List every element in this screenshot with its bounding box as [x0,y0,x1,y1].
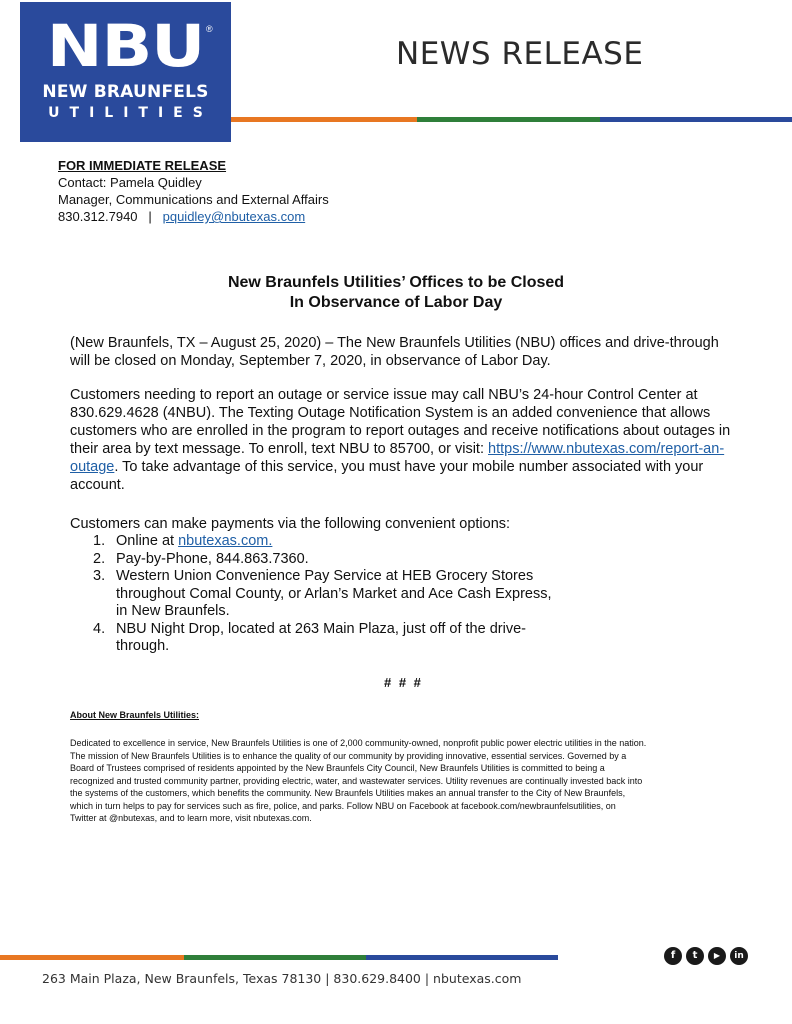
header-bar-orange [231,117,417,122]
paragraph-closure: (New Braunfels, TX – August 25, 2020) – The New Braunfels Utilities (NBU) offices and drive-through will be closed on Monday, September 7, 2020, in observance of Labor Day. [70,335,719,369]
list-item-text: Western Union Convenience Pay Service at HEB Grocery Stores [116,568,534,584]
list-number: 3. [93,568,106,584]
about-line: Board of Trustees comprised of residents appointed by the New Braunfels City Council, New Braunfels Utilities is committed to being a [70,763,605,773]
logo-line-2: UTILITIES [48,105,213,121]
headline-line-1: New Braunfels Utilities’ Offices to be Closed [227,274,565,291]
headline [0,273,792,313]
release-label: FOR IMMEDIATE RELEASE [58,158,227,173]
list-item-text: throughout Comal County, or Arlan’s Market and Ace Cash Express, [116,585,552,602]
contact-block [58,157,329,225]
about-line: Dedicated to excellence in service, New Braunfels Utilities is one of 2,000 community-owned, nonprofit public power electric utilities in the nation. [70,738,647,748]
paragraph-payments: Customers can make payments via the following convenient options: [70,516,511,532]
separator: | [148,209,152,224]
footer-address: 263 Main Plaza, New Braunfels, Texas 78130 | 830.629.8400 | nbutexas.com [42,971,522,986]
contact-email-link[interactable]: pquidley@nbutexas.com [162,209,306,224]
twitter-icon[interactable]: t [686,947,704,965]
linkedin-icon[interactable]: in [730,947,748,965]
list-item-text: Pay-by-Phone, 844.863.7360. [116,550,309,567]
contact-phone: 830.312.7940 [58,209,138,224]
logo-mark: NBU [46,12,205,80]
list-item [93,533,552,551]
report-outage-link[interactable]: https://www.nbutexas.com/report-an-outage [70,441,725,475]
header-bar-blue [600,117,792,122]
list-number: 2. [93,550,106,567]
end-marks: # # # [384,675,423,690]
footer-bar-green [184,955,366,960]
about-paragraph [70,737,742,825]
about-line: recognized and trusted community partner, providing electric, water, and wastewater services. Utility revenues are continually invested back into [70,775,643,786]
footer-bar-blue [366,955,558,960]
page-title: NEWS RELEASE [396,36,644,72]
logo-line-1: NEW BRAUNFELS [42,82,209,102]
contact-role: Manager, Communications and External Affairs [58,192,329,207]
header-bar-green [417,117,600,122]
payment-options-list [93,533,552,656]
about-line: which in turn helps to pay for services such as fire, police, and parks. Follow NBU on Facebook at facebook.com/newbraunfelsutilities, on [70,800,616,811]
youtube-icon[interactable]: ▶ [708,947,726,965]
footer-bar-orange [0,955,184,960]
list-item-text: Online at [116,533,179,549]
facebook-icon[interactable]: f [664,947,682,965]
contact-name: Contact: Pamela Quidley [58,175,202,190]
about-line: Twitter at @nbutexas, and to learn more, visit nbutexas.com. [70,813,312,823]
list-item [93,551,552,569]
about-line: the systems of the customers, which benefits the community. New Braunfels Utilities makes an annual transfer to the City of New Braunfels, [70,788,626,798]
list-item-text: through. [116,638,170,654]
about-line: The mission of New Braunfels Utilities is to enhance the quality of our community by providing innovative, essential services. Governed by a [70,750,627,761]
list-item [93,568,552,621]
outage-text-2: . To take advantage of this service, you must have your mobile number associated with your account. [70,459,704,493]
nbutexas-link[interactable]: nbutexas.com. [178,533,273,549]
nbu-logo [20,2,231,142]
contact-phone-email [58,208,329,225]
list-item-text: NBU Night Drop, located at 263 Main Plaza, just off of the drive- [116,620,526,637]
list-number: 1. [93,533,106,549]
headline-line-2: In Observance of Labor Day [289,294,503,311]
list-item [93,621,552,656]
registered-mark: ® [206,24,213,34]
outage-text-1: Customers needing to report an outage or service issue may call NBU’s 24-hour Control Center at 830.629.4628 (4NBU). The Texting Outage Notification System is an added convenience that allows customers who are enrolled in the program to report outages and receive notifications about outages in their area by text message. To enroll, text NBU to 85700, or visit: [70,387,731,457]
list-number: 4. [93,620,106,637]
paragraph-outage [70,386,735,494]
list-item-text: in New Braunfels. [116,603,230,619]
about-heading: About New Braunfels Utilities: [70,710,200,720]
